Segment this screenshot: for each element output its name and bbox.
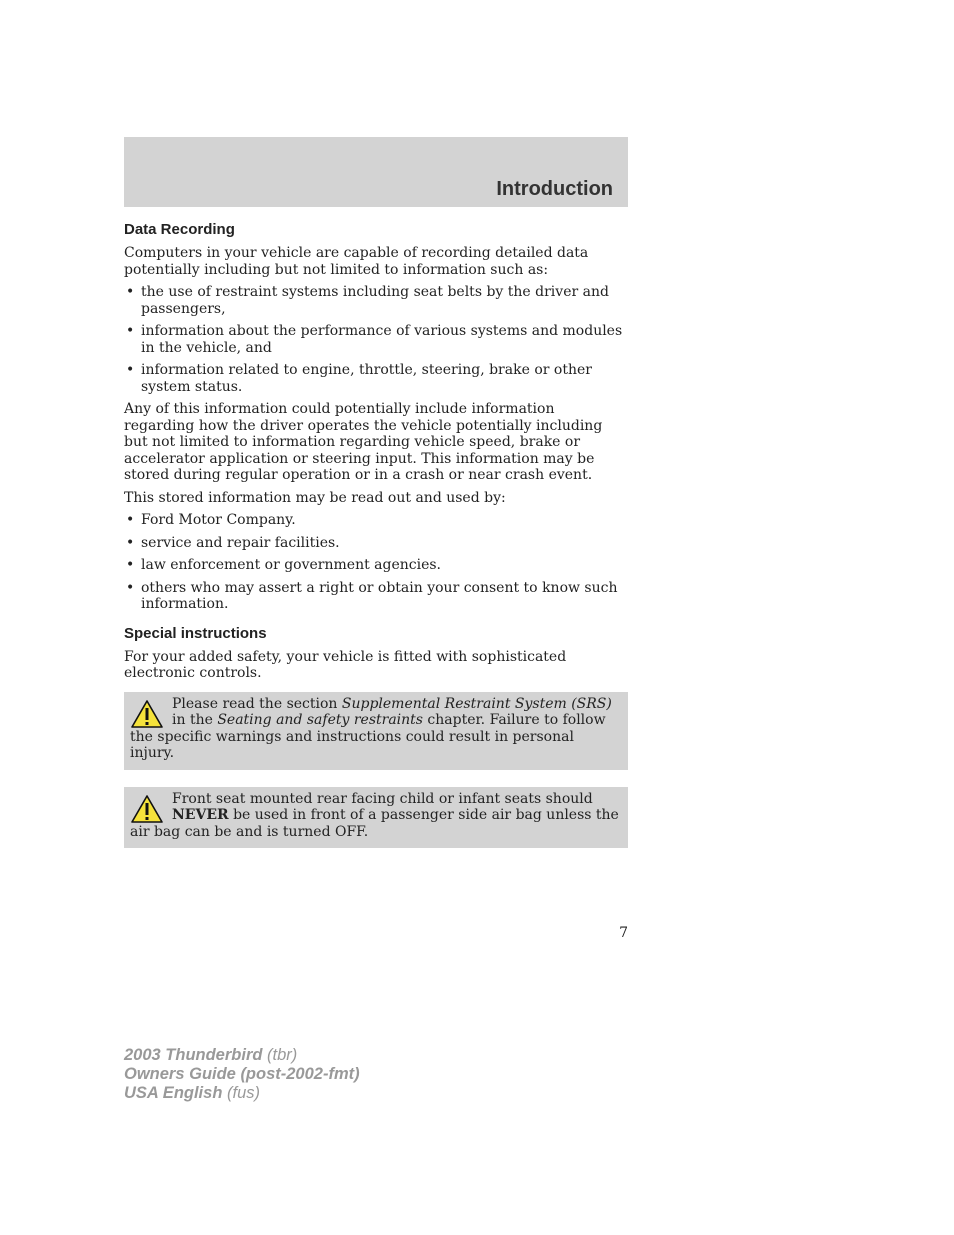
heading-special-instructions: Special instructions bbox=[124, 624, 267, 642]
chapter-reference: Seating and safety restraints bbox=[217, 712, 423, 728]
list-item bbox=[124, 362, 628, 395]
list-item-text: Ford Motor Company. bbox=[141, 512, 296, 528]
bullet-icon: • bbox=[126, 512, 135, 528]
warning-box-child-seat bbox=[124, 787, 628, 849]
warning-text: be used in front of a passenger side air bag unless the air bag can be and is turned OFF. bbox=[130, 807, 619, 840]
special-intro-paragraph: For your added safety, your vehicle is fitted with sophisticated electronic controls. bbox=[124, 648, 567, 681]
intro-paragraph: Computers in your vehicle are capable of recording detailed data potentially including but not limited to information such as: bbox=[124, 245, 589, 278]
bullet-icon: • bbox=[126, 534, 135, 551]
chapter-header-band bbox=[124, 137, 628, 207]
page-content bbox=[124, 221, 628, 848]
footer-line-2 bbox=[124, 1065, 360, 1084]
list-item-text: others who may assert a right or obtain your consent to know such information. bbox=[141, 579, 618, 612]
footer-model: 2003 Thunderbird bbox=[124, 1046, 263, 1064]
list-item-text: information related to engine, throttle, steering, brake or other system status. bbox=[141, 362, 592, 395]
chapter-title: Introduction bbox=[496, 178, 613, 200]
list-item-text: the use of restraint systems including seat belts by the driver and passengers, bbox=[141, 284, 609, 317]
footer-model-code: (tbr) bbox=[262, 1046, 298, 1064]
list-item-text: information about the performance of various systems and modules in the vehicle, and bbox=[141, 323, 623, 356]
list-item-text: service and repair facilities. bbox=[141, 534, 340, 551]
bullet-icon: • bbox=[126, 557, 135, 573]
footer-line-1 bbox=[124, 1046, 360, 1065]
stored-info-paragraph: This stored information may be read out and used by: bbox=[124, 489, 506, 506]
list-item bbox=[124, 580, 628, 613]
list-item bbox=[124, 512, 628, 529]
list-item-text: law enforcement or government agencies. bbox=[141, 557, 442, 573]
list-item bbox=[124, 557, 628, 574]
bullet-icon: • bbox=[126, 323, 135, 339]
heading-data-recording: Data Recording bbox=[124, 221, 235, 238]
bullet-icon: • bbox=[126, 284, 135, 300]
footer bbox=[124, 1046, 360, 1103]
warning-text: chapter. Failure to follow the specific warnings and instructions could result in personal injury. bbox=[130, 712, 606, 761]
footer-guide: Owners Guide (post-2002-fmt) bbox=[124, 1065, 360, 1083]
warning-triangle-icon bbox=[130, 794, 164, 824]
footer-language-code: (fus) bbox=[222, 1084, 260, 1102]
warning-text: Front seat mounted rear facing child or infant seats should bbox=[172, 790, 593, 807]
info-users-list bbox=[124, 512, 628, 613]
info-usage-paragraph: Any of this information could potentially include information regarding how the driver operates the vehicle potentially including but not limited to information regarding vehicle speed, brake or accelerator application or steering input. This information may be stored during regular operation or in a crash or near crash event. bbox=[124, 401, 603, 483]
never-emphasis: NEVER bbox=[172, 807, 229, 823]
page-number: 7 bbox=[619, 925, 628, 941]
srs-section-reference: Supplemental Restraint System (SRS) bbox=[341, 695, 612, 712]
warning-triangle-icon bbox=[130, 699, 164, 729]
bullet-icon: • bbox=[126, 362, 135, 378]
list-item bbox=[124, 535, 628, 552]
warning-text: Please read the section bbox=[172, 695, 342, 712]
footer-language: USA English bbox=[124, 1084, 223, 1102]
recorded-info-list bbox=[124, 284, 628, 395]
warning-box-srs bbox=[124, 692, 628, 770]
bullet-icon: • bbox=[126, 579, 135, 596]
list-item bbox=[124, 284, 628, 317]
warning-text: in the bbox=[172, 712, 218, 728]
footer-line-3 bbox=[124, 1084, 360, 1103]
list-item bbox=[124, 323, 628, 356]
